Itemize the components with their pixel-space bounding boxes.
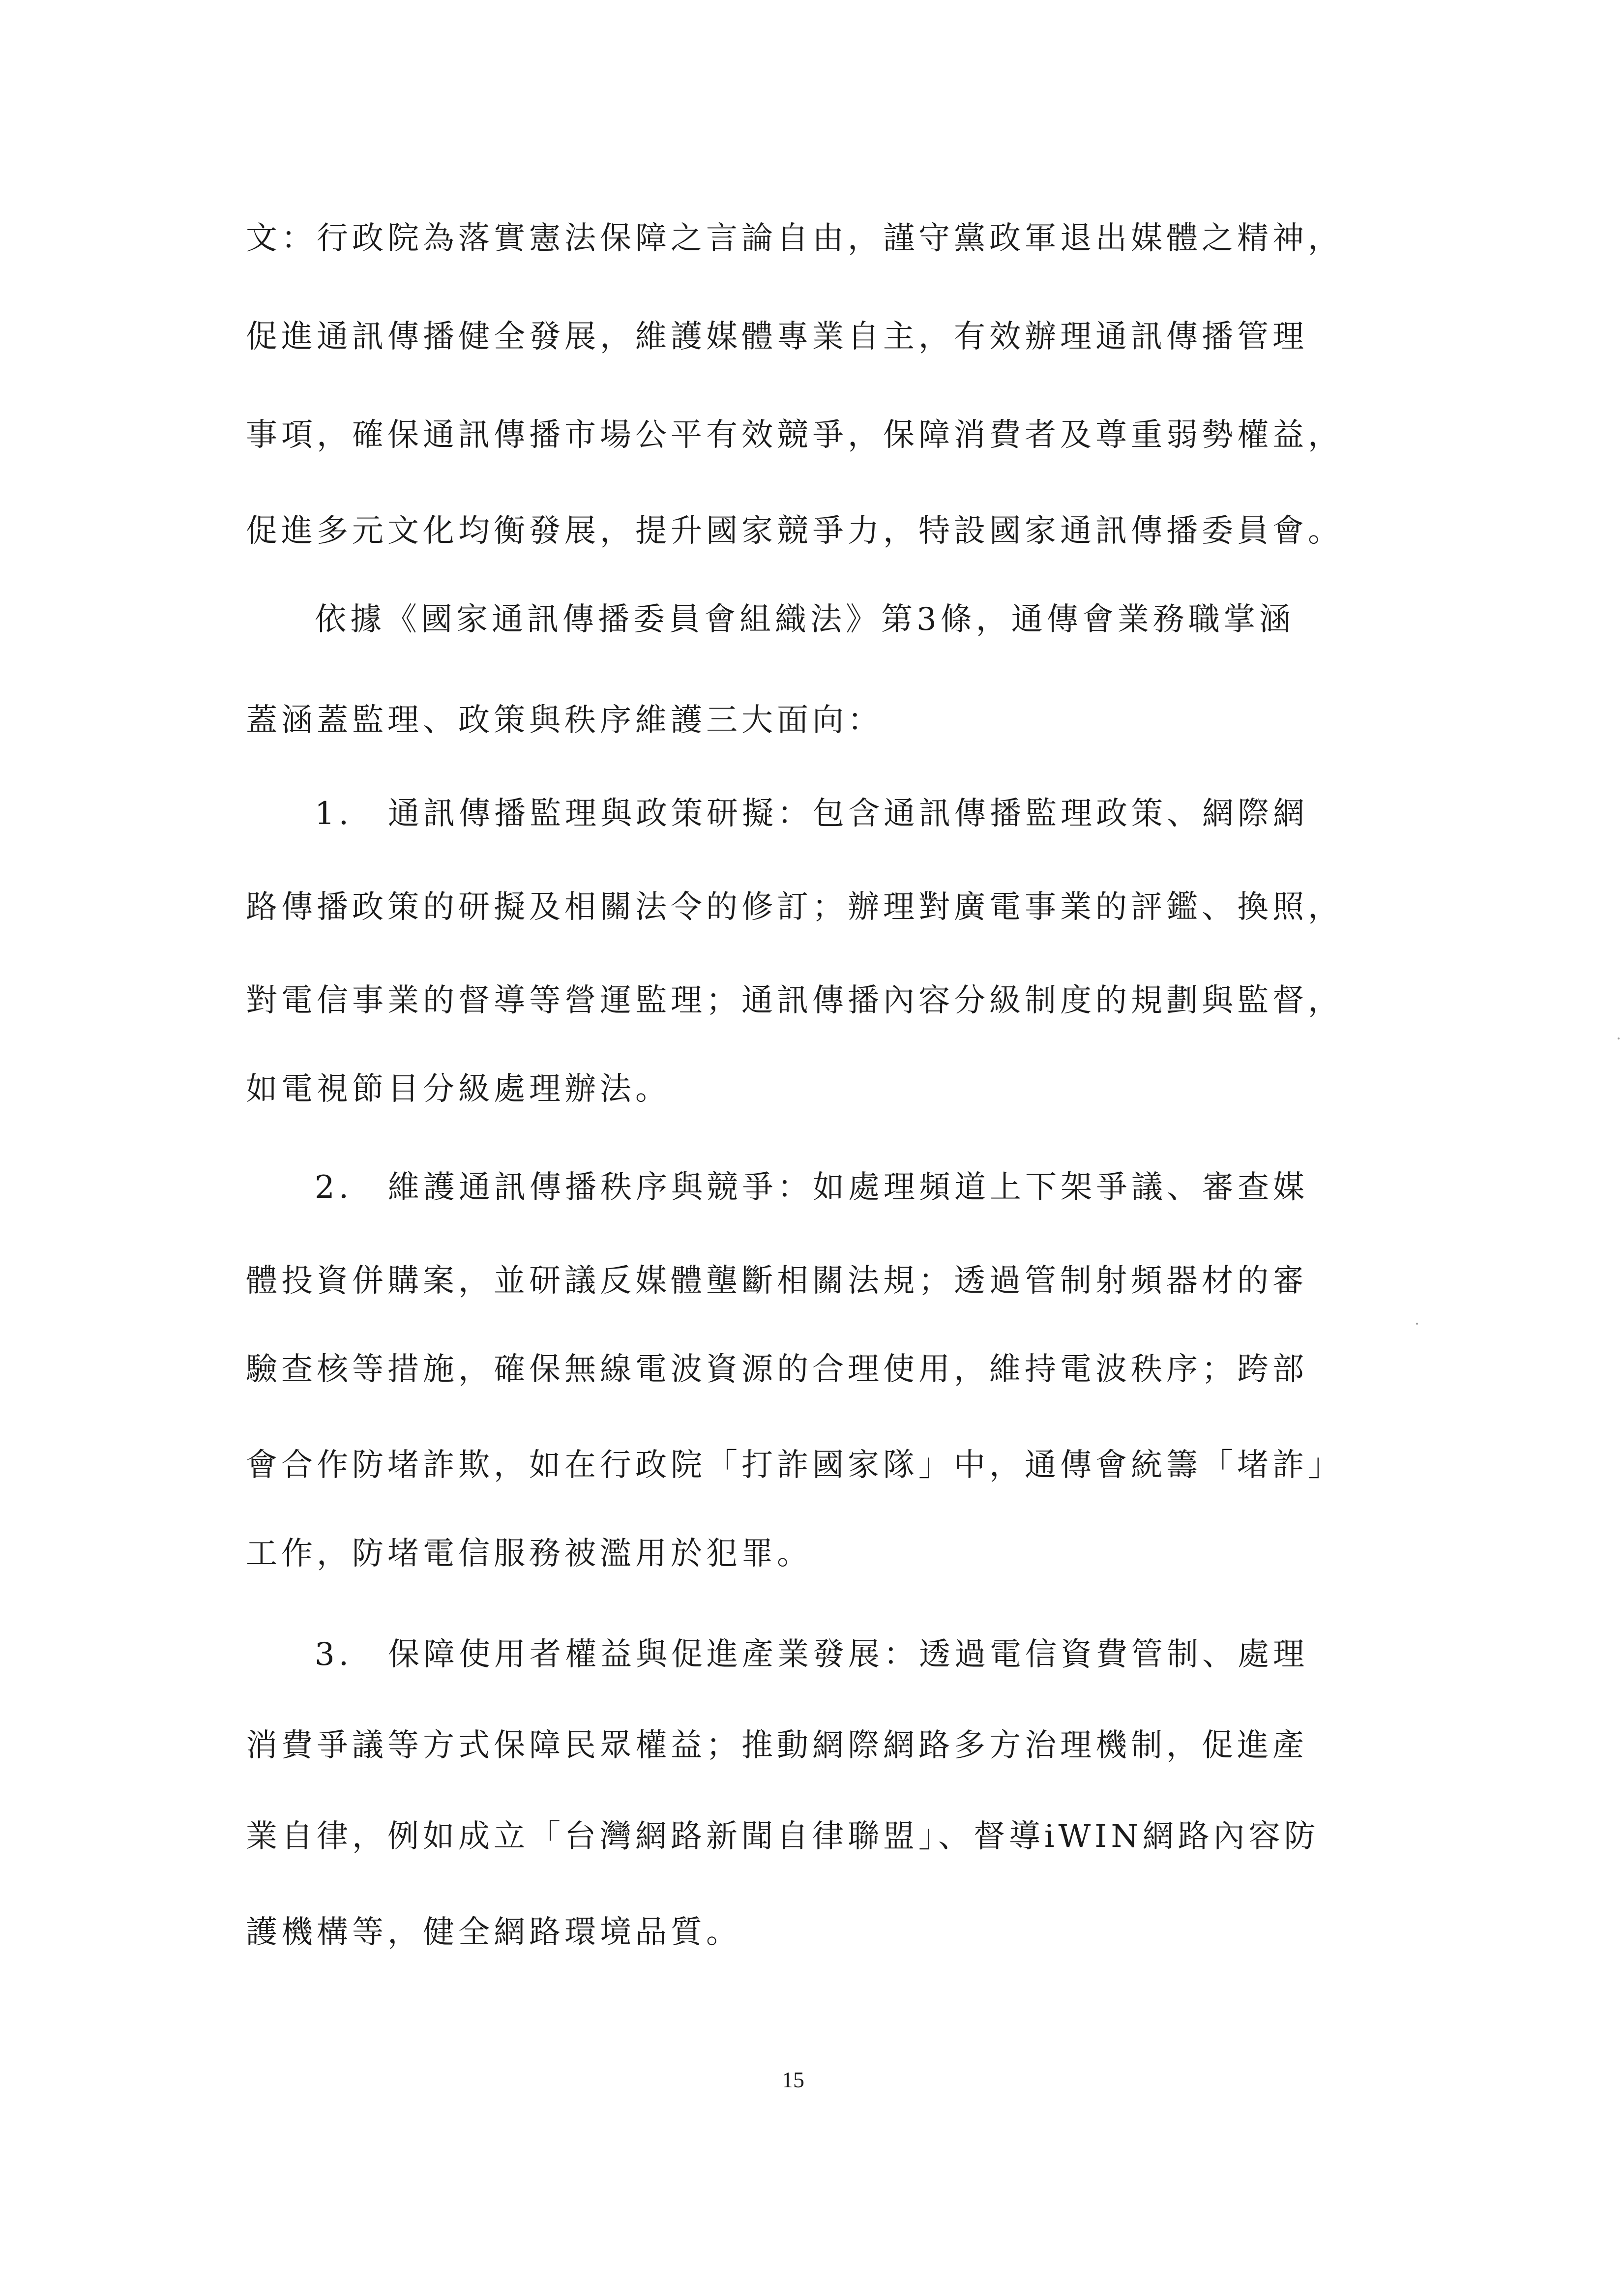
scan-speck bbox=[1618, 1038, 1620, 1039]
text-line: 護機構等，健全網路環境品質。 bbox=[246, 1914, 741, 1951]
text-line: 文：行政院為落實憲法保障之言論自由，謹守黨政軍退出媒體之精神， bbox=[246, 220, 1343, 257]
text-line: 業自律，例如成立「台灣網路新聞自律聯盟」、督導iWIN網路內容防 bbox=[246, 1818, 1320, 1855]
text-line: 3. 保障使用者權益與促進產業發展：透過電信資費管制、處理 bbox=[315, 1636, 1309, 1673]
text-line: 路傳播政策的研擬及相關法令的修訂；辦理對廣電事業的評鑑、換照， bbox=[246, 889, 1343, 925]
text-line: 工作，防堵電信服務被濫用於犯罪。 bbox=[246, 1536, 812, 1572]
text-line: 事項，確保通訊傳播市場公平有效競爭，保障消費者及尊重弱勢權益， bbox=[246, 417, 1343, 453]
text-line: 促進通訊傳播健全發展，維護媒體專業自主，有效辦理通訊傳播管理 bbox=[246, 319, 1308, 355]
text-line: 促進多元文化均衡發展，提升國家競爭力，特設國家通訊傳播委員會。 bbox=[246, 513, 1343, 549]
text-line: 如電視節目分級處理辦法。 bbox=[246, 1071, 671, 1107]
text-line: 對電信事業的督導等營運監理；通訊傳播內容分級制度的規劃與監督， bbox=[246, 982, 1343, 1019]
text-line: 驗查核等措施，確保無線電波資源的合理使用，維持電波秩序；跨部 bbox=[246, 1351, 1308, 1388]
text-line: 依據《國家通訊傳播委員會組織法》第3條，通傳會業務職掌涵 bbox=[315, 601, 1295, 638]
text-line: 2. 維護通訊傳播秩序與競爭：如處理頻道上下架爭議、審查媒 bbox=[315, 1169, 1309, 1206]
text-line: 消費爭議等方式保障民眾權益；推動網際網路多方治理機制，促進產 bbox=[246, 1727, 1308, 1764]
text-line: 蓋涵蓋監理、政策與秩序維護三大面向： bbox=[246, 702, 883, 739]
text-line: 1. 通訊傳播監理與政策研擬：包含通訊傳播監理政策、網際網 bbox=[315, 796, 1309, 832]
page-number: 15 bbox=[782, 2067, 804, 2092]
text-line: 體投資併購案，並研議反媒體壟斷相關法規；透過管制射頻器材的審 bbox=[246, 1263, 1308, 1299]
scan-speck bbox=[1416, 1323, 1418, 1325]
text-line: 會合作防堵詐欺，如在行政院「打詐國家隊」中，通傳會統籌「堵詐」 bbox=[246, 1447, 1343, 1483]
